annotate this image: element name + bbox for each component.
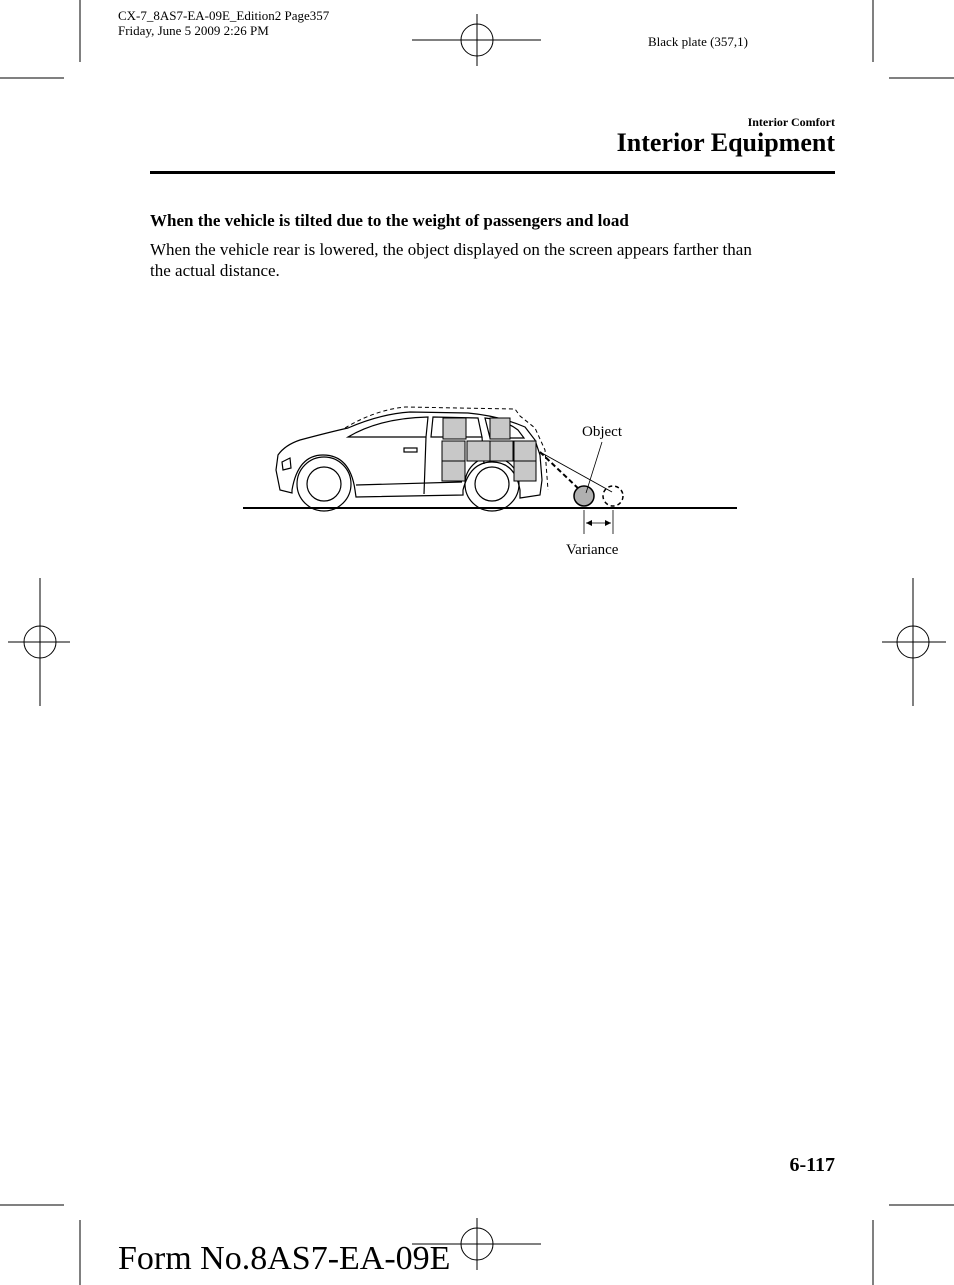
body-paragraph-line-1: When the vehicle rear is lowered, the object displayed on the screen appears farther than [150, 240, 752, 259]
print-info-file: CX-7_8AS7-EA-09E_Edition2 Page357 [118, 8, 330, 23]
section-label: Interior Comfort [747, 115, 835, 129]
variance-label: Variance [566, 542, 619, 558]
page-title: Interior Equipment [616, 128, 835, 157]
object-label: Object [582, 424, 622, 440]
print-info-date: Friday, June 5 2009 2:26 PM [118, 23, 269, 38]
page-number: 6-117 [789, 1154, 835, 1176]
plate-label: Black plate (357,1) [648, 34, 748, 49]
subheading: When the vehicle is tilted due to the weight of passengers and load [150, 211, 629, 230]
form-number: Form No.8AS7-EA-09E [118, 1240, 451, 1277]
actual-object [574, 486, 594, 506]
cargo-load [442, 418, 536, 481]
body-paragraph-line-2: the actual distance. [150, 261, 280, 280]
